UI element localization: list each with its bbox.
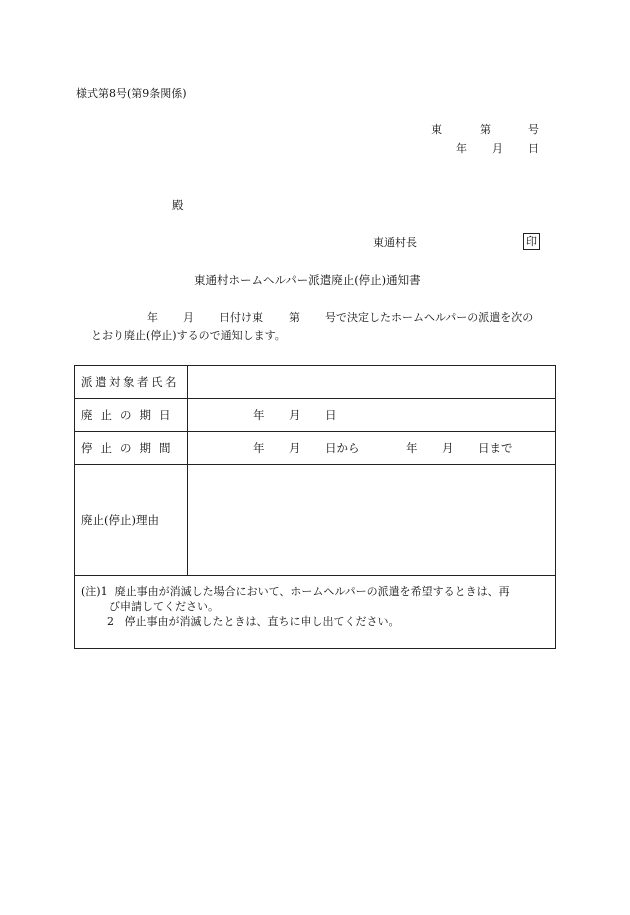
row-abolition-date — [75, 399, 555, 432]
note-1-text: 廃止事由が消滅した場合において、ホームヘルパーの派遣を希望するときは、再 — [114, 585, 510, 598]
body-dai: 第 — [289, 311, 300, 324]
header-year: 年 — [456, 142, 467, 155]
row-notes — [75, 576, 555, 648]
suspension-from: 日から — [325, 441, 360, 455]
label-abolition-date: 廃止の期日 — [75, 399, 188, 431]
note-1-line-1 — [81, 584, 549, 599]
suspension-year-until: 年 — [406, 441, 418, 455]
label-reason: 廃止(停止)理由 — [75, 465, 188, 575]
suspension-month-until: 月 — [442, 441, 454, 455]
label-recipient-name: 派遣対象者氏名 — [75, 366, 188, 398]
form-id: 様式第8号(第9条関係) — [76, 87, 187, 100]
note-1-line-2: び申請してください。 — [109, 600, 219, 613]
addressee-suffix: 殿 — [172, 198, 184, 212]
note-2-text: 停止事由が消滅したときは、直ちに申し出てください。 — [124, 615, 400, 628]
header-month: 月 — [492, 142, 503, 155]
row-reason — [75, 465, 555, 576]
reason-field[interactable] — [189, 465, 555, 575]
recipient-name-field[interactable] — [189, 366, 555, 398]
header-day: 日 — [528, 142, 539, 155]
row-suspension-period — [75, 432, 555, 465]
body-rest: 号で決定したホームヘルパーの派遣を次の — [325, 311, 534, 324]
abolition-year: 年 — [253, 408, 265, 422]
header-east: 東 — [431, 123, 442, 136]
label-suspension-period: 停止の期間 — [75, 432, 188, 464]
body-year: 年 — [147, 311, 158, 324]
document-title: 東通村ホームヘルパー派遣廃止(停止)通知書 — [194, 273, 421, 287]
suspension-until: 日まで — [478, 441, 513, 455]
header-dai: 第 — [480, 123, 491, 136]
notice-form-table — [74, 365, 556, 649]
body-line2: とおり廃止(停止)するので通知します。 — [91, 329, 286, 342]
suspension-year-from: 年 — [253, 441, 265, 455]
seal-stamp: 印 — [523, 233, 540, 250]
issuer-name: 東通村長 — [373, 236, 417, 249]
header-go: 号 — [528, 123, 539, 136]
row-recipient-name — [75, 366, 555, 399]
note-1-head: (注)1 — [81, 585, 108, 598]
body-month: 月 — [183, 311, 194, 324]
note-2-num: 2 — [107, 615, 114, 628]
note-2 — [81, 614, 549, 629]
abolition-day: 日 — [325, 408, 337, 422]
body-dated: 日付け東 — [219, 311, 263, 324]
abolition-month: 月 — [289, 408, 301, 422]
suspension-month-from: 月 — [289, 441, 301, 455]
